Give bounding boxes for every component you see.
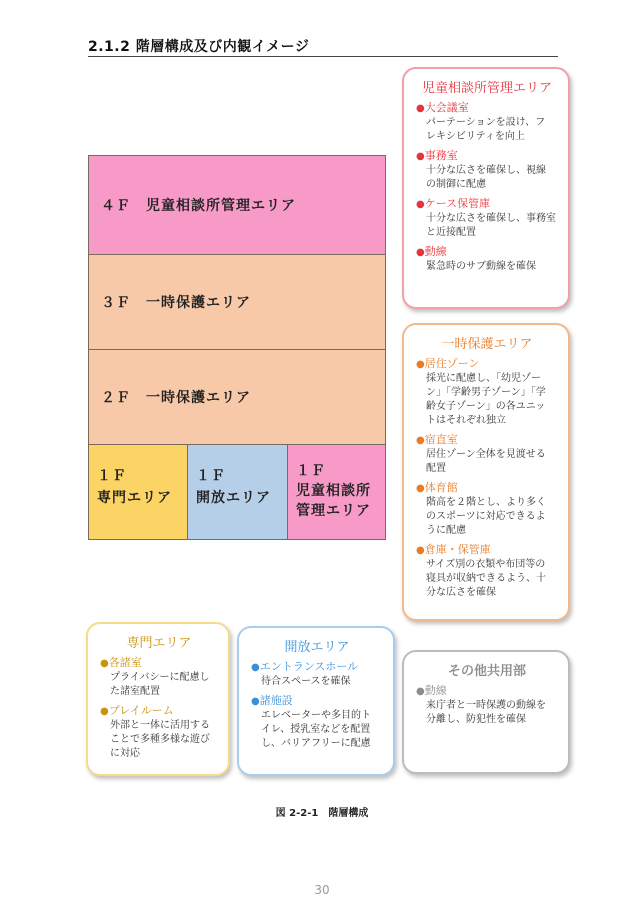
floor-4f-label: ４Ｆ 児童相談所管理エリア [101, 198, 296, 214]
temp-item-body-line: 居住ゾーン全体を見渡せる [426, 449, 546, 460]
floor-1f-open-line1: １Ｆ [196, 468, 226, 484]
page-number: 30 [314, 883, 330, 897]
temp-item [416, 432, 558, 476]
temp-item-head: 体育館 [424, 481, 458, 494]
figure-caption: 図 2-2-1 階層構成 [275, 808, 369, 819]
bullet-dot-icon: ● [251, 696, 260, 707]
specialty-area-title: 専門エリア [126, 636, 192, 651]
temp-protection-title: 一時保護エリア [441, 337, 533, 352]
open-item-body-line: し、バリアフリーに配慮 [261, 738, 371, 749]
admin-item-head: 事務室 [424, 149, 458, 162]
temp-protection-box [402, 323, 570, 621]
temp-item-head: 宿直室 [424, 433, 458, 446]
temp-item-body-line: うに配慮 [426, 525, 466, 536]
floor-1f-open-line2: 開放エリア [196, 490, 271, 506]
admin-area-box [402, 67, 570, 309]
floor-1f-specialty-line1: １Ｆ [97, 468, 127, 484]
specialty-item-body-line: に対応 [110, 748, 140, 759]
admin-item-body-line: 十分な広さを確保し、事務室 [426, 213, 556, 224]
floor-1f-specialty-line2: 専門エリア [97, 490, 172, 506]
floor-1f-admin-line3: 管理エリア [296, 503, 371, 519]
temp-item-body-line: 採光に配慮し、「幼児ゾー [426, 373, 541, 384]
floor-3f [88, 254, 386, 350]
open-area-title: 開放エリア [284, 640, 350, 655]
floor-4f [88, 155, 386, 255]
temp-item-body-line: トはそれぞれ独立 [426, 415, 506, 426]
temp-item [416, 356, 558, 428]
bullet-dot-icon: ● [251, 662, 260, 673]
common-item-head: 動線 [424, 684, 447, 697]
common-item [416, 683, 558, 727]
open-item-head: 諸施設 [259, 694, 293, 707]
temp-item [416, 480, 558, 538]
open-item [251, 659, 383, 689]
admin-item-body-line: レキシビリティを向上 [426, 131, 525, 142]
temp-item-body-line: 配置 [426, 463, 446, 474]
admin-item [416, 244, 558, 274]
specialty-area-box [86, 622, 230, 776]
admin-item [416, 196, 558, 240]
bullet-dot-icon: ● [416, 545, 425, 556]
admin-item-head: 動線 [424, 245, 447, 258]
floor-1f-specialty [88, 444, 188, 540]
floor-1f-open [187, 444, 288, 540]
temp-item-body-line: 階高を２階とし、より多く [426, 497, 546, 508]
open-item [251, 693, 383, 751]
specialty-item-body-line: ことで多種多様な遊び [110, 734, 210, 745]
common-item-body-line: 来庁者と一時保護の動線を [426, 700, 546, 711]
temp-item-body-line: 寝具が収納できるよう、十 [426, 573, 546, 584]
temp-item-body-line: サイズ別の衣類や布団等の [426, 559, 546, 570]
bullet-dot-icon: ● [416, 247, 425, 258]
bullet-dot-icon: ● [416, 359, 425, 370]
specialty-item-body-line: プライバシーに配慮し [110, 672, 210, 683]
common-item-body-line: 分離し、防犯性を確保 [426, 714, 526, 725]
admin-item-body-line: 十分な広さを確保し、視線 [426, 165, 546, 176]
bullet-dot-icon: ● [100, 658, 109, 669]
bullet-dot-icon: ● [416, 151, 425, 162]
admin-item [416, 100, 558, 144]
open-item-body-line: イレ、授乳室などを配置 [261, 724, 371, 735]
temp-item-head: 倉庫・保管庫 [424, 543, 491, 556]
admin-item-head: ケース保管庫 [424, 197, 491, 210]
temp-item-body-line: 分な広さを確保 [426, 587, 496, 598]
open-item-head: エントランスホール [259, 660, 359, 673]
admin-item-head: 大会議室 [424, 101, 469, 114]
common-area-title: その他共用部 [447, 664, 526, 679]
specialty-item-body-line: 外部と一体に活用する [110, 720, 210, 731]
floor-2f [88, 349, 386, 445]
specialty-item [100, 703, 218, 761]
admin-item [416, 148, 558, 192]
section-heading: 2.1.2 階層構成及び内観イメージ [88, 39, 310, 55]
specialty-item-head: 各諸室 [108, 656, 142, 669]
temp-item [416, 542, 558, 600]
admin-item-body-line: 緊急時のサブ動線を確保 [426, 261, 536, 272]
common-area-box [402, 650, 570, 774]
specialty-item-head: プレイルーム [108, 704, 174, 717]
bullet-dot-icon: ● [416, 686, 425, 697]
open-item-body-line: エレベーターや多目的ト [261, 710, 371, 721]
admin-item-body-line: と近接配置 [426, 227, 476, 238]
floor-1f-admin-line1: １Ｆ [296, 463, 326, 479]
open-area-box [237, 626, 395, 776]
specialty-item [100, 655, 218, 699]
bullet-dot-icon: ● [416, 435, 425, 446]
admin-item-body-line: パーテーションを設け、フ [426, 117, 546, 128]
admin-item-body-line: の制御に配慮 [426, 179, 486, 190]
temp-item-body-line: 齢女子ゾーン」の各ユニッ [426, 401, 546, 412]
bullet-dot-icon: ● [416, 199, 425, 210]
admin-area-title: 児童相談所管理エリア [421, 81, 552, 96]
temp-item-head: 居住ゾーン [424, 357, 480, 370]
bullet-dot-icon: ● [416, 483, 425, 494]
specialty-item-body-line: た諸室配置 [110, 686, 160, 697]
heading-underline [88, 56, 558, 57]
open-item-body-line: 待合スペースを確保 [261, 676, 351, 687]
bullet-dot-icon: ● [416, 103, 425, 114]
floor-1f-admin [287, 444, 386, 540]
floor-3f-label: ３Ｆ 一時保護エリア [101, 295, 251, 311]
bullet-dot-icon: ● [100, 706, 109, 717]
temp-item-body-line: のスポーツに対応できるよ [426, 511, 546, 522]
floor-1f-admin-line2: 児童相談所 [296, 483, 371, 499]
floor-2f-label: ２Ｆ 一時保護エリア [101, 390, 251, 406]
temp-item-body-line: ン」「学齢男子ゾーン」「学 [426, 387, 546, 398]
